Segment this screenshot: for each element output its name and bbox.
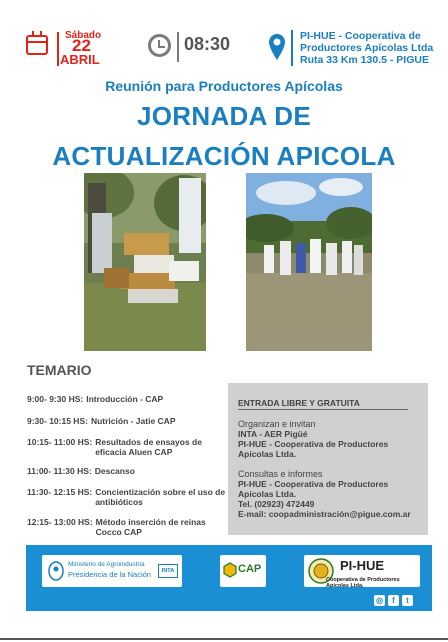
- event-location: [300, 30, 445, 66]
- event-time: 08:30: [184, 34, 231, 54]
- inta-logo: INTA: [158, 564, 178, 578]
- contact-email: E-mail: coopadministración@pigue.com.ar: [238, 509, 411, 519]
- ministerio-emblem-icon: [48, 561, 64, 581]
- schedule-time: 11:00- 11:30 HS:: [27, 466, 92, 476]
- location-pin-icon: [268, 33, 286, 61]
- presidencia-name: Presidencia de la Nación: [68, 570, 151, 579]
- date-day-name: Sábado: [65, 30, 102, 41]
- schedule-item: [27, 487, 227, 507]
- ministerio-logo: [42, 555, 182, 587]
- schedule-topic: Resultados de ensayos de eficacia Aluen CAP: [95, 437, 202, 457]
- schedule-time: 10:15- 11:00 HS:: [27, 437, 93, 447]
- cap-hexagon-icon: [223, 562, 237, 578]
- sponsors-footer: [26, 545, 432, 611]
- beekeepers-hives-photo: [84, 173, 206, 351]
- divider: [238, 409, 408, 410]
- twitter-icon[interactable]: t: [402, 595, 413, 606]
- schedule-topic: Método inserción de reinas Cocco CAP: [95, 517, 206, 537]
- schedule-item: [27, 437, 227, 457]
- location-line: PI-HUE - Cooperativa de: [300, 30, 421, 42]
- instagram-icon[interactable]: ◎: [374, 595, 385, 606]
- date-day-number: 22: [72, 36, 91, 55]
- date-month: ABRIL: [60, 52, 100, 67]
- schedule-item: [27, 517, 227, 537]
- schedule-time: 9:00- 9:30 HS:: [27, 394, 84, 404]
- info-box: [228, 383, 428, 535]
- facebook-icon[interactable]: f: [388, 595, 399, 606]
- event-title-line1: JORNADA DE: [137, 101, 311, 131]
- event-subtitle: Reunión para Productores Apícolas: [105, 78, 343, 94]
- temario-heading: TEMARIO: [27, 362, 92, 378]
- schedule-topic: Concientización sobre el uso de antibióticos: [95, 487, 226, 507]
- calendar-icon: [26, 35, 48, 55]
- divider: [177, 32, 179, 62]
- location-line: Ruta 33 Km 130.5 - PIGUE: [300, 54, 429, 66]
- divider: [57, 32, 59, 66]
- cap-name: CAP: [238, 563, 262, 575]
- beekeepers-group-photo: [246, 173, 372, 351]
- pihue-logo: [304, 555, 420, 587]
- entrada-libre: ENTRADA LIBRE Y GRATUITA: [238, 398, 360, 408]
- organizer-line: INTA - AER Pigüé: [238, 429, 308, 439]
- schedule-topic: Descanso: [94, 466, 135, 476]
- pihue-name: PI-HUE: [340, 558, 385, 573]
- contact-line: Apícolas Ltda.: [238, 489, 297, 499]
- schedule-time: 9:30- 10:15 HS:: [27, 416, 88, 426]
- schedule-item: [27, 466, 227, 476]
- event-title-line2: ACTUALIZACIÓN APICOLA: [52, 141, 396, 171]
- cap-logo: [220, 555, 266, 587]
- location-line: Productores Apícolas Ltda: [300, 42, 434, 54]
- pihue-subtitle: Cooperativa de Productores Apícolas Ltda.: [326, 577, 400, 589]
- organizan-label: Organizan e invitan: [238, 419, 316, 429]
- schedule-time: 12:15- 13:00 HS:: [27, 517, 93, 527]
- consultas-label: Consultas e informes: [238, 469, 323, 479]
- schedule-item: [27, 394, 227, 404]
- bottom-rule: [0, 638, 448, 640]
- contact-line: PI-HUE - Cooperativa de Productores: [238, 479, 389, 489]
- schedule-time: 11:30- 12:15 HS:: [27, 487, 93, 497]
- schedule-topic: Nutrición - Jatie CAP: [90, 416, 176, 426]
- schedule-topic: Introducción - CAP: [86, 394, 164, 404]
- event-header: [0, 0, 448, 70]
- organizer-line: Apícolas Ltda.: [238, 449, 297, 459]
- clock-icon: [148, 34, 171, 57]
- ministerio-name: Ministerio de Agroindustria: [68, 561, 145, 568]
- schedule-item: [27, 416, 227, 426]
- divider: [291, 30, 293, 66]
- contact-phone: Tel. (02923) 472449: [238, 499, 315, 509]
- organizer-line: PI-HUE - Cooperativa de Productores: [238, 439, 389, 449]
